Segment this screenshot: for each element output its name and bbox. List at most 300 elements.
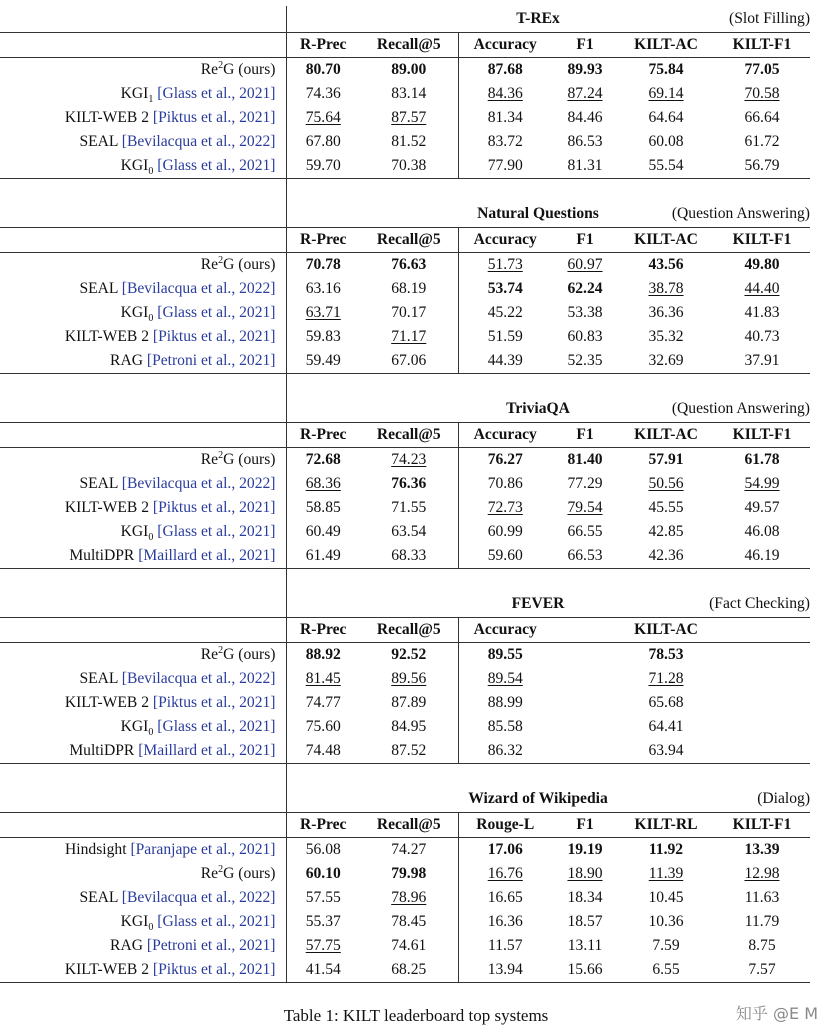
system-label: SEAL [79, 889, 122, 906]
metric-value: 16.76 [487, 865, 523, 882]
system-subscript: 0 [148, 727, 154, 739]
citation-link[interactable]: [Maillard et al., 2021] [138, 742, 276, 759]
citation-link[interactable]: [Glass et al., 2021] [157, 85, 276, 102]
metric-cell [458, 715, 552, 739]
table-row [0, 715, 810, 739]
metric-cell [286, 448, 360, 473]
metric-value: 18.57 [567, 913, 603, 930]
system-label: KGI [120, 304, 149, 321]
metric-cell [618, 277, 714, 301]
system-label: SEAL [79, 475, 122, 492]
metric-cell [458, 154, 552, 179]
metric-cell [360, 520, 458, 544]
column-header: R-Prec [286, 813, 360, 838]
citation-link[interactable]: [Bevilacqua et al., 2022] [121, 133, 276, 150]
metric-value: 59.49 [305, 352, 341, 369]
metric-cell [286, 715, 360, 739]
metric-value: 84.36 [487, 85, 523, 102]
column-header: F1 [552, 423, 618, 448]
table-row [0, 325, 810, 349]
column-header: R-Prec [286, 228, 360, 253]
metric-cell [714, 886, 810, 910]
column-header: KILT-F1 [714, 228, 810, 253]
metric-value: 85.58 [487, 718, 523, 735]
metric-value: 74.36 [305, 85, 341, 102]
section-task: (Question Answering) [671, 205, 811, 222]
metric-cell [286, 886, 360, 910]
metric-value: 78.53 [648, 646, 684, 663]
section-name: Wizard of Wikipedia [468, 790, 608, 807]
metric-value: 92.52 [391, 646, 427, 663]
metric-value: 11.63 [744, 889, 780, 906]
citation-link[interactable]: [Piktus et al., 2021] [152, 961, 276, 978]
metric-value: 44.39 [487, 352, 523, 369]
metric-cell [458, 838, 552, 863]
metric-value: 41.54 [305, 961, 341, 978]
system-label: KILT-WEB 2 [64, 694, 153, 711]
metric-value: 57.55 [305, 889, 341, 906]
system-label: RAG [110, 352, 147, 369]
metric-cell [552, 862, 618, 886]
metric-cell [360, 838, 458, 863]
citation-link[interactable]: [Bevilacqua et al., 2022] [121, 475, 276, 492]
metric-value: 60.08 [648, 133, 684, 150]
metric-value: 76.63 [391, 256, 427, 273]
system-name [0, 496, 286, 520]
metric-value: 11.79 [744, 913, 780, 930]
system-subscript: 0 [148, 532, 154, 544]
section-spacer [0, 374, 810, 397]
system-superscript: 2 [218, 254, 224, 266]
metric-value: 75.84 [648, 61, 684, 78]
metric-cell [618, 325, 714, 349]
table-row [0, 643, 810, 668]
metric-value: 18.34 [567, 889, 603, 906]
metric-value: 60.97 [567, 256, 603, 273]
system-subscript: 1 [148, 94, 154, 106]
metric-cell [360, 253, 458, 278]
metric-cell [360, 325, 458, 349]
metric-cell [360, 106, 458, 130]
table-row [0, 886, 810, 910]
column-header: Recall@5 [360, 813, 458, 838]
system-label: SEAL [79, 670, 122, 687]
metric-value: 70.38 [391, 157, 427, 174]
system-label: Hindsight [65, 841, 131, 858]
metric-cell [286, 130, 360, 154]
metric-value: 77.29 [567, 475, 603, 492]
metric-cell [286, 277, 360, 301]
metric-cell [552, 934, 618, 958]
metric-value: 56.79 [744, 157, 780, 174]
metric-value: 69.14 [648, 85, 684, 102]
metric-cell [286, 472, 360, 496]
citation-link[interactable]: [Piktus et al., 2021] [152, 694, 276, 711]
section-task: (Fact Checking) [709, 595, 811, 612]
metric-value: 11.92 [648, 841, 684, 858]
table-row [0, 130, 810, 154]
metric-cell [552, 82, 618, 106]
citation-link[interactable]: [Bevilacqua et al., 2022] [121, 280, 276, 297]
metric-value: 76.36 [391, 475, 427, 492]
metric-value: 59.70 [305, 157, 341, 174]
system-label: SEAL [79, 280, 122, 297]
metric-cell [714, 643, 810, 668]
kilt-leaderboard-table [0, 6, 810, 983]
metric-value: 70.86 [487, 475, 523, 492]
column-header: Accuracy [458, 33, 552, 58]
metric-cell [360, 154, 458, 179]
metric-cell [360, 715, 458, 739]
system-label: SEAL [79, 133, 122, 150]
system-name [0, 838, 286, 863]
metric-cell [618, 910, 714, 934]
metric-value: 37.91 [744, 352, 780, 369]
metric-value: 12.98 [744, 865, 780, 882]
metric-cell [714, 325, 810, 349]
metric-value: 79.98 [391, 865, 427, 882]
system-name [0, 910, 286, 934]
metric-cell [552, 544, 618, 569]
citation-link[interactable]: [Piktus et al., 2021] [152, 328, 276, 345]
metric-value: 61.78 [744, 451, 780, 468]
column-header: Recall@5 [360, 618, 458, 643]
metric-value: 56.08 [305, 841, 341, 858]
section-title-row [0, 786, 810, 813]
column-header-row [0, 618, 810, 643]
table-row [0, 253, 810, 278]
metric-value: 62.24 [567, 280, 603, 297]
metric-value: 68.36 [305, 475, 341, 492]
metric-cell [714, 106, 810, 130]
metric-value: 13.94 [487, 961, 523, 978]
table-row [0, 58, 810, 83]
table-row [0, 691, 810, 715]
column-header: KILT-F1 [714, 33, 810, 58]
citation-link[interactable]: [Bevilacqua et al., 2022] [121, 889, 276, 906]
column-header-row [0, 228, 810, 253]
citation-link[interactable]: [Petroni et al., 2021] [146, 937, 276, 954]
metric-cell [618, 106, 714, 130]
metric-cell [286, 58, 360, 83]
metric-cell [714, 691, 810, 715]
metric-cell [618, 82, 714, 106]
metric-cell [286, 838, 360, 863]
metric-cell [714, 154, 810, 179]
metric-cell [618, 520, 714, 544]
metric-cell [458, 58, 552, 83]
metric-cell [618, 958, 714, 983]
metric-cell [286, 325, 360, 349]
metric-cell [286, 739, 360, 764]
metric-value: 57.91 [648, 451, 684, 468]
metric-value: 10.36 [648, 913, 684, 930]
metric-value: 87.24 [567, 85, 603, 102]
metric-cell [618, 58, 714, 83]
metric-value: 81.52 [391, 133, 427, 150]
metric-value: 59.60 [487, 547, 523, 564]
citation-link[interactable]: [Paranjape et al., 2021] [130, 841, 276, 858]
metric-value: 81.45 [305, 670, 341, 687]
citation-link[interactable]: [Piktus et al., 2021] [152, 109, 276, 126]
metric-cell [714, 520, 810, 544]
metric-value: 89.55 [487, 646, 523, 663]
metric-value: 83.14 [391, 85, 427, 102]
metric-value: 11.57 [487, 937, 523, 954]
column-header: KILT-F1 [714, 813, 810, 838]
metric-cell [552, 472, 618, 496]
metric-value: 8.75 [748, 937, 776, 954]
metric-cell [286, 349, 360, 374]
metric-value: 42.85 [648, 523, 684, 540]
section-task: (Slot Filling) [729, 10, 811, 27]
metric-value: 70.78 [305, 256, 341, 273]
section-spacer [0, 179, 810, 202]
metric-cell [618, 349, 714, 374]
system-name [0, 958, 286, 983]
metric-value: 87.52 [391, 742, 427, 759]
metric-cell [714, 496, 810, 520]
metric-value: 83.72 [487, 133, 523, 150]
section-spacer [0, 569, 810, 592]
citation-link[interactable]: [Glass et al., 2021] [157, 913, 276, 930]
citation-link[interactable]: [Glass et al., 2021] [157, 157, 276, 174]
citation-link[interactable]: [Petroni et al., 2021] [146, 352, 276, 369]
metric-value: 64.64 [648, 109, 684, 126]
metric-value: 15.66 [567, 961, 603, 978]
system-label-tail: G (ours) [223, 865, 276, 882]
metric-value: 67.80 [305, 133, 341, 150]
table-row [0, 496, 810, 520]
system-label: KGI [120, 718, 149, 735]
section-title-row [0, 396, 810, 423]
system-label: Re [200, 865, 219, 882]
metric-value: 36.36 [648, 304, 684, 321]
metric-value: 74.23 [391, 451, 427, 468]
metric-value: 60.83 [567, 328, 603, 345]
metric-cell [618, 301, 714, 325]
metric-cell [552, 277, 618, 301]
metric-value: 64.41 [648, 718, 684, 735]
system-label: KILT-WEB 2 [64, 499, 153, 516]
system-name [0, 349, 286, 374]
citation-link[interactable]: [Glass et al., 2021] [157, 523, 276, 540]
metric-value: 89.00 [391, 61, 427, 78]
table-row [0, 544, 810, 569]
metric-cell [458, 544, 552, 569]
metric-cell [552, 496, 618, 520]
metric-cell [286, 691, 360, 715]
citation-link[interactable]: [Glass et al., 2021] [157, 718, 276, 735]
metric-cell [714, 349, 810, 374]
table-row [0, 301, 810, 325]
system-name [0, 130, 286, 154]
system-subscript: 0 [148, 922, 154, 934]
metric-cell [286, 934, 360, 958]
table-caption: Table 1: KILT leaderboard top systems [283, 1006, 549, 1025]
metric-cell [360, 862, 458, 886]
metric-value: 44.40 [744, 280, 780, 297]
metric-cell [286, 301, 360, 325]
table-row [0, 277, 810, 301]
metric-cell [360, 667, 458, 691]
section-spacer [0, 764, 810, 787]
metric-value: 84.46 [567, 109, 603, 126]
metric-cell [458, 886, 552, 910]
metric-cell [552, 349, 618, 374]
metric-cell [360, 544, 458, 569]
metric-value: 74.77 [305, 694, 341, 711]
metric-value: 13.39 [744, 841, 780, 858]
metric-value: 16.65 [487, 889, 523, 906]
metric-cell [714, 715, 810, 739]
metric-cell [714, 82, 810, 106]
system-label: KGI [120, 913, 149, 930]
column-header: F1 [552, 813, 618, 838]
metric-cell [714, 130, 810, 154]
system-name [0, 520, 286, 544]
system-label: KILT-WEB 2 [64, 328, 153, 345]
citation-link[interactable]: [Bevilacqua et al., 2022] [121, 670, 276, 687]
metric-cell [458, 448, 552, 473]
metric-cell [286, 154, 360, 179]
system-label-tail: G (ours) [223, 451, 276, 468]
metric-value: 74.48 [305, 742, 341, 759]
metric-value: 45.55 [648, 499, 684, 516]
metric-value: 32.69 [648, 352, 684, 369]
metric-value: 72.68 [305, 451, 341, 468]
system-label: KGI [120, 157, 149, 174]
metric-value: 58.85 [305, 499, 341, 516]
metric-value: 87.68 [487, 61, 523, 78]
metric-value: 71.28 [648, 670, 684, 687]
metric-value: 51.73 [487, 256, 523, 273]
system-subscript: 0 [148, 166, 154, 178]
metric-cell [286, 82, 360, 106]
metric-value: 81.31 [567, 157, 603, 174]
metric-value: 10.45 [648, 889, 684, 906]
metric-value: 42.36 [648, 547, 684, 564]
column-header-row [0, 813, 810, 838]
section-name: TriviaQA [506, 400, 570, 417]
metric-cell [458, 472, 552, 496]
column-header: R-Prec [286, 33, 360, 58]
metric-value: 70.17 [391, 304, 427, 321]
metric-value: 74.61 [391, 937, 427, 954]
metric-cell [360, 349, 458, 374]
metric-cell [286, 496, 360, 520]
metric-value: 78.96 [391, 889, 427, 906]
metric-cell [360, 448, 458, 473]
metric-cell [458, 691, 552, 715]
metric-value: 60.49 [305, 523, 341, 540]
metric-cell [552, 958, 618, 983]
metric-cell [618, 130, 714, 154]
metric-value: 41.83 [744, 304, 780, 321]
metric-cell [360, 691, 458, 715]
metric-cell [286, 910, 360, 934]
metric-cell [618, 862, 714, 886]
metric-cell [714, 253, 810, 278]
table-row [0, 349, 810, 374]
metric-value: 87.57 [391, 109, 427, 126]
metric-value: 6.55 [652, 961, 680, 978]
metric-cell [618, 691, 714, 715]
metric-value: 13.11 [567, 937, 603, 954]
system-name [0, 448, 286, 473]
metric-value: 63.54 [391, 523, 427, 540]
section-name: FEVER [511, 595, 565, 612]
metric-cell [714, 448, 810, 473]
metric-cell [458, 667, 552, 691]
metric-value: 79.54 [567, 499, 603, 516]
metric-value: 43.56 [648, 256, 684, 273]
metric-cell [552, 643, 618, 668]
system-superscript: 2 [218, 863, 224, 875]
metric-cell [458, 349, 552, 374]
metric-cell [360, 886, 458, 910]
metric-cell [360, 739, 458, 764]
system-label: MultiDPR [69, 742, 139, 759]
section-title-row [0, 591, 810, 618]
metric-value: 84.95 [391, 718, 427, 735]
section-task: (Question Answering) [671, 400, 811, 417]
metric-value: 46.08 [744, 523, 780, 540]
metric-value: 88.99 [487, 694, 523, 711]
metric-value: 81.40 [567, 451, 603, 468]
metric-cell [360, 130, 458, 154]
metric-value: 54.99 [744, 475, 780, 492]
metric-value: 60.99 [487, 523, 523, 540]
metric-value: 66.53 [567, 547, 603, 564]
table-row [0, 862, 810, 886]
table-row [0, 958, 810, 983]
metric-value: 7.59 [652, 937, 680, 954]
metric-cell [552, 715, 618, 739]
metric-cell [286, 520, 360, 544]
section-name: Natural Questions [477, 205, 599, 222]
metric-value: 78.45 [391, 913, 427, 930]
metric-value: 35.32 [648, 328, 684, 345]
metric-cell [552, 667, 618, 691]
metric-value: 61.49 [305, 547, 341, 564]
metric-cell [552, 838, 618, 863]
system-superscript: 2 [218, 644, 224, 656]
metric-value: 68.25 [391, 961, 427, 978]
metric-cell [618, 472, 714, 496]
citation-link[interactable]: [Maillard et al., 2021] [138, 547, 276, 564]
metric-cell [360, 910, 458, 934]
metric-cell [458, 253, 552, 278]
metric-cell [552, 448, 618, 473]
table-row [0, 739, 810, 764]
metric-cell [714, 910, 810, 934]
column-header: Recall@5 [360, 228, 458, 253]
metric-cell [714, 667, 810, 691]
metric-value: 68.19 [391, 280, 427, 297]
table-row [0, 472, 810, 496]
system-name [0, 667, 286, 691]
metric-value: 86.32 [487, 742, 523, 759]
citation-link[interactable]: [Piktus et al., 2021] [152, 499, 276, 516]
section-name: T-REx [516, 10, 560, 27]
metric-cell [286, 106, 360, 130]
metric-cell [714, 472, 810, 496]
metric-cell [618, 154, 714, 179]
metric-value: 45.22 [487, 304, 523, 321]
metric-value: 87.89 [391, 694, 427, 711]
citation-link[interactable]: [Glass et al., 2021] [157, 304, 276, 321]
